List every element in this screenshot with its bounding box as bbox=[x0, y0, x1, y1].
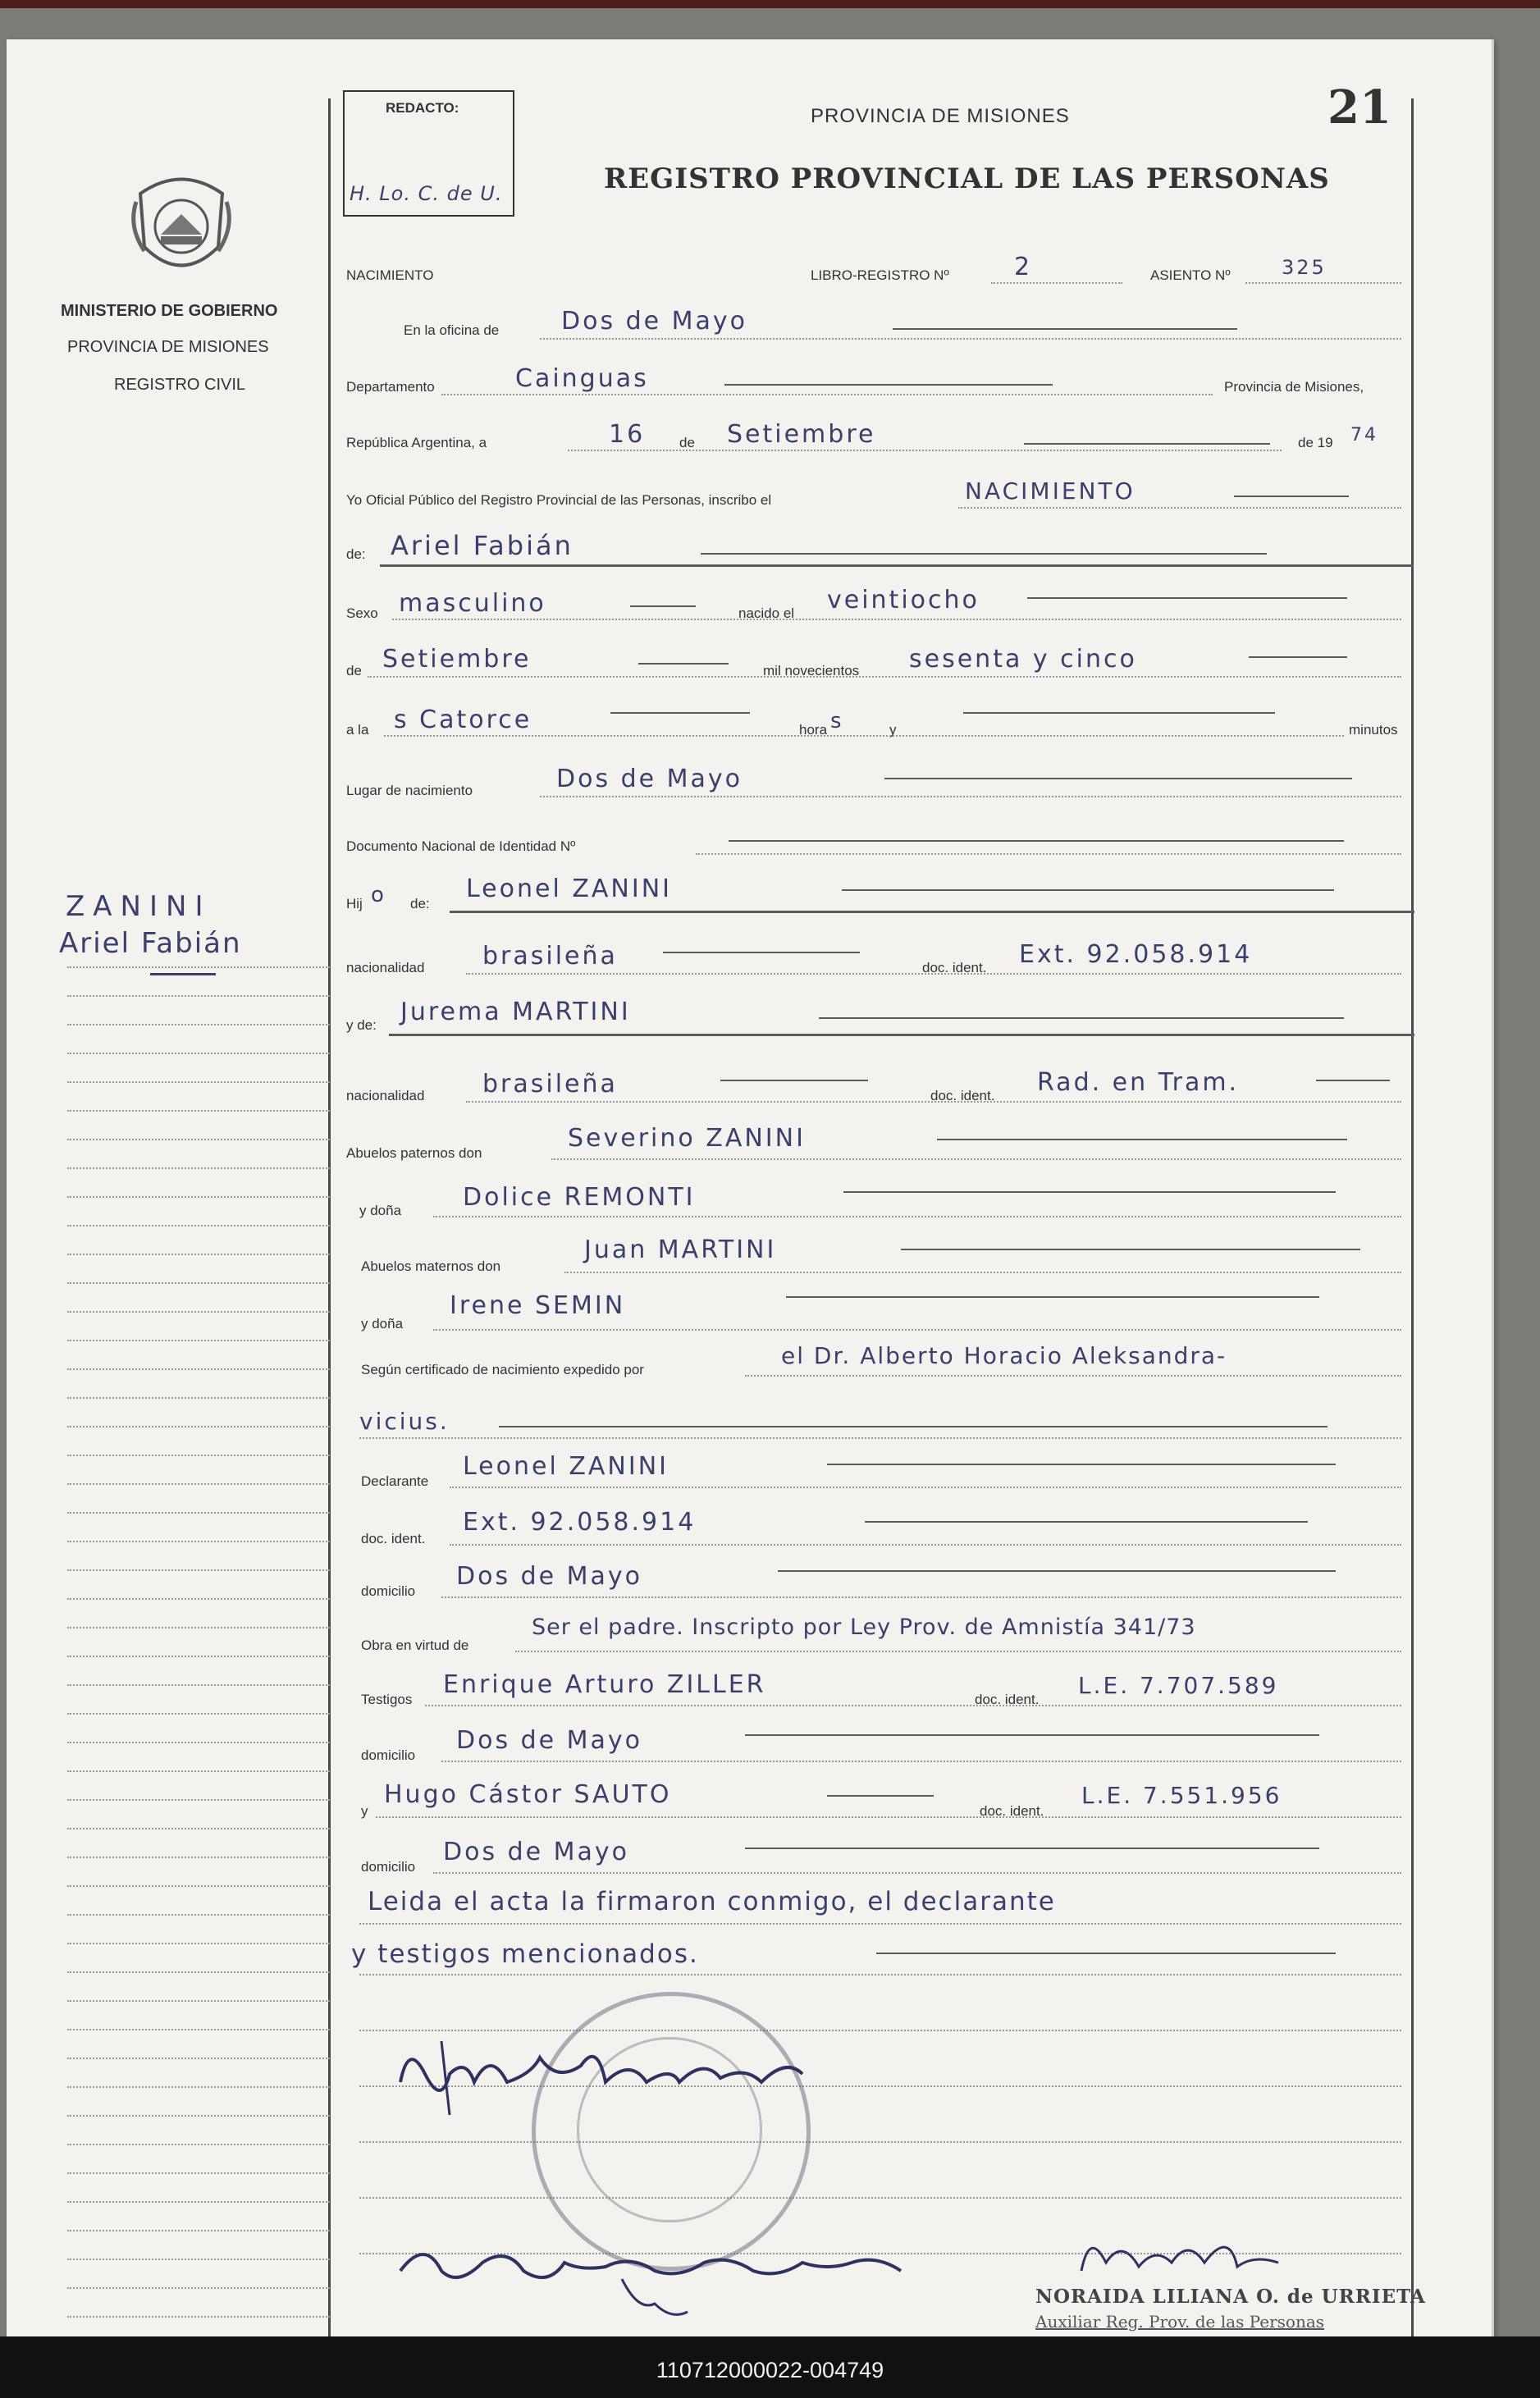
nac-padre-label: nacionalidad bbox=[346, 960, 425, 975]
margin-rule-line bbox=[67, 1167, 330, 1169]
depto-label: Departamento bbox=[346, 379, 435, 395]
official-name: NORAIDA LILIANA O. de URRIETA bbox=[1035, 2286, 1426, 2308]
margin-rule-line bbox=[67, 2029, 330, 2030]
domicilio-label: domicilio bbox=[361, 1583, 416, 1599]
margin-rule-line bbox=[67, 1914, 330, 1916]
dom-t2-label: domicilio bbox=[361, 1859, 416, 1875]
rule bbox=[499, 1426, 1328, 1427]
rule bbox=[901, 1249, 1360, 1250]
margin-rule-line bbox=[67, 1397, 330, 1399]
rule bbox=[610, 712, 750, 714]
margin-rule-line bbox=[67, 2000, 330, 2002]
rule bbox=[1234, 496, 1349, 497]
declarante-value: Leonel ZANINI bbox=[463, 1452, 669, 1481]
rule bbox=[745, 1848, 1319, 1849]
margin-rule-line bbox=[67, 1139, 330, 1140]
republica-label: República Argentina, a bbox=[346, 435, 487, 450]
margin-rule-line bbox=[67, 2172, 330, 2174]
leida-line1: Leida el acta la firmaron conmigo, el declarante bbox=[368, 1887, 1056, 1916]
witness-signatures bbox=[392, 2222, 983, 2332]
tipo-label: NACIMIENTO bbox=[346, 267, 434, 283]
redacto-box bbox=[343, 90, 514, 217]
dia-value: 16 bbox=[609, 420, 646, 449]
doc-madre-label: doc. ident. bbox=[930, 1088, 995, 1103]
margin-rule-line bbox=[67, 1426, 330, 1427]
margin-rule-line bbox=[67, 1024, 330, 1025]
doc-t1-label: doc. ident. bbox=[975, 1692, 1040, 1707]
province-emblem bbox=[128, 169, 235, 284]
dots bbox=[450, 1487, 1401, 1488]
yde-label: y de: bbox=[346, 1017, 377, 1033]
asiento-value: 325 bbox=[1282, 256, 1327, 279]
rule bbox=[630, 605, 696, 607]
margin-rule-line bbox=[67, 1368, 330, 1370]
rule bbox=[1024, 443, 1270, 445]
margin-rule-line bbox=[67, 1196, 330, 1198]
rule bbox=[893, 328, 1237, 330]
doc-t2-label: doc. ident. bbox=[980, 1803, 1044, 1819]
rule bbox=[827, 1464, 1336, 1465]
dots bbox=[991, 282, 1122, 284]
hijo-suffix: o bbox=[371, 883, 386, 907]
margin-rule-line bbox=[67, 1684, 330, 1686]
nac-madre-value: brasileña bbox=[482, 1070, 618, 1099]
ab-mat-dona-value: Irene SEMIN bbox=[450, 1291, 626, 1320]
rule bbox=[819, 1017, 1344, 1019]
asiento-label: ASIENTO Nº bbox=[1150, 267, 1231, 283]
y-t-label: y bbox=[361, 1803, 368, 1819]
dots bbox=[359, 1974, 1401, 1975]
margin-rule-line bbox=[67, 1799, 330, 1801]
dots bbox=[359, 2141, 1401, 2143]
rule bbox=[884, 778, 1352, 779]
minutos-label: minutos bbox=[1349, 722, 1398, 738]
document-page bbox=[7, 39, 1494, 2336]
hijo-label: Hij bbox=[346, 896, 363, 911]
obra-value: Ser el padre. Inscripto por Ley Prov. de Amnistía 341/73 bbox=[532, 1615, 1196, 1640]
hijo-de-label: de: bbox=[410, 896, 430, 911]
dots bbox=[441, 394, 1213, 395]
document-id: 110712000022-004749 bbox=[656, 2358, 884, 2382]
official-title: Auxiliar Reg. Prov. de las Personas bbox=[1035, 2312, 1325, 2332]
dots bbox=[515, 1651, 1401, 1652]
ab-mat-label: Abuelos maternos don bbox=[361, 1258, 501, 1274]
nac-madre-label: nacionalidad bbox=[346, 1088, 425, 1103]
dom-t1-label: domicilio bbox=[361, 1747, 416, 1763]
dots bbox=[696, 853, 1401, 855]
hora-suffix: s bbox=[830, 709, 844, 733]
anio-label: de 19 bbox=[1298, 435, 1333, 450]
margin-rule-line bbox=[67, 2316, 330, 2318]
margin-rule-line bbox=[67, 1225, 330, 1226]
province-label: PROVINCIA DE MISIONES bbox=[67, 338, 269, 356]
nacido-label: nacido el bbox=[738, 605, 795, 621]
testigo2-value: Hugo Cástor SAUTO bbox=[384, 1780, 672, 1809]
margin-rule-line bbox=[67, 1627, 330, 1628]
doc-padre-value: Ext. 92.058.914 bbox=[1019, 940, 1253, 969]
nacido-value: veintiocho bbox=[827, 586, 980, 614]
anio-nac-value: sesenta y cinco bbox=[909, 645, 1137, 674]
ab-mat-value: Juan MARTINI bbox=[584, 1236, 777, 1264]
rule bbox=[638, 663, 729, 665]
dots bbox=[359, 1923, 1401, 1925]
dots bbox=[568, 450, 1282, 451]
margin-rule-line bbox=[67, 2086, 330, 2088]
dots bbox=[368, 676, 1401, 678]
ministry-label: MINISTERIO DE GOBIERNO bbox=[61, 302, 278, 320]
testigo1-value: Enrique Arturo ZILLER bbox=[443, 1670, 766, 1699]
margin-given-name: Ariel Fabián bbox=[59, 927, 242, 960]
rule bbox=[827, 1795, 934, 1797]
ab-pat-value: Severino ZANINI bbox=[568, 1124, 806, 1153]
margin-line bbox=[328, 98, 331, 2363]
dots bbox=[433, 1872, 1401, 1874]
margin-rule-line bbox=[67, 2230, 330, 2231]
doc-decl-value: Ext. 92.058.914 bbox=[463, 1508, 697, 1537]
oficial-label: Yo Oficial Público del Registro Provincial de las Personas, inscribo el bbox=[346, 492, 772, 508]
margin-rule-line bbox=[67, 1828, 330, 1829]
page-number: 21 bbox=[1328, 80, 1391, 135]
mil-label: mil novecientos bbox=[763, 663, 860, 678]
margin-rule-line bbox=[67, 1971, 330, 1973]
dots bbox=[466, 1101, 1401, 1103]
sexo-value: masculino bbox=[399, 589, 546, 618]
dots bbox=[425, 1705, 1401, 1706]
dots bbox=[433, 1329, 1401, 1331]
rule bbox=[663, 952, 860, 953]
doc-decl-label: doc. ident. bbox=[361, 1531, 426, 1546]
dots bbox=[384, 735, 1344, 737]
mes-nac-value: Setiembre bbox=[382, 645, 532, 674]
margin-rule-line bbox=[67, 1483, 330, 1485]
sexo-label: Sexo bbox=[346, 605, 378, 621]
nombre-value: Ariel Fabián bbox=[391, 530, 574, 561]
margin-rule-line bbox=[67, 2287, 330, 2289]
margin-rule-line bbox=[67, 1943, 330, 1944]
rule bbox=[724, 384, 1053, 386]
margin-surname: ZANINI bbox=[66, 890, 212, 923]
doc-t2-value: L.E. 7.551.956 bbox=[1081, 1782, 1282, 1809]
dots bbox=[958, 507, 1401, 509]
rule bbox=[1316, 1080, 1390, 1081]
leida-line2: y testigos mencionados. bbox=[351, 1939, 699, 1969]
rule bbox=[450, 911, 1414, 913]
margin-underline bbox=[150, 973, 216, 975]
rule bbox=[389, 1034, 1414, 1036]
margin-rule-line bbox=[67, 2058, 330, 2059]
margin-rule-line bbox=[67, 1110, 330, 1112]
margin-rule-line bbox=[67, 966, 330, 968]
anio-value: 74 bbox=[1350, 425, 1378, 445]
lugar-label: Lugar de nacimiento bbox=[346, 783, 473, 798]
margin-rule-line bbox=[67, 1340, 330, 1341]
dots bbox=[441, 1761, 1401, 1762]
depto-value: Cainguas bbox=[515, 364, 649, 393]
oficial-value: NACIMIENTO bbox=[965, 477, 1136, 505]
dni-label: Documento Nacional de Identidad Nº bbox=[346, 838, 576, 854]
dots bbox=[540, 796, 1401, 797]
margin-rule-line bbox=[67, 2115, 330, 2117]
rule bbox=[745, 1734, 1319, 1736]
hora-value: s Catorce bbox=[394, 706, 532, 734]
dots bbox=[540, 338, 1401, 340]
de3-label: de bbox=[346, 663, 362, 678]
top-binding-strip bbox=[0, 0, 1540, 8]
redacto-label: REDACTO: bbox=[386, 100, 459, 116]
oficina-value: Dos de Mayo bbox=[561, 307, 748, 336]
dom-t1-value: Dos de Mayo bbox=[456, 1726, 643, 1755]
margin-rule-line bbox=[67, 1053, 330, 1054]
rule bbox=[937, 1139, 1347, 1140]
mes-value: Setiembre bbox=[727, 420, 876, 449]
margin-rule-line bbox=[67, 995, 330, 997]
margin-rule-line bbox=[67, 1512, 330, 1514]
dots bbox=[433, 1216, 1401, 1217]
margin-rule-line bbox=[67, 1656, 330, 1657]
rule bbox=[778, 1570, 1336, 1572]
margin-rule-line bbox=[67, 1857, 330, 1858]
margin-rule-line bbox=[67, 1569, 330, 1571]
margin-rule-line bbox=[67, 1254, 330, 1255]
dots bbox=[441, 1596, 1401, 1598]
rule bbox=[380, 564, 1414, 567]
dots bbox=[551, 1158, 1401, 1160]
margin-rule-line bbox=[67, 1282, 330, 1284]
margin-rule-line bbox=[67, 1081, 330, 1083]
rule bbox=[843, 1191, 1336, 1193]
provincia-label: Provincia de Misiones, bbox=[1224, 379, 1364, 395]
margin-rule-line bbox=[67, 1742, 330, 1743]
oficina-label: En la oficina de bbox=[404, 322, 500, 338]
domicilio-value: Dos de Mayo bbox=[456, 1562, 643, 1591]
doc-madre-value: Rad. en Tram. bbox=[1037, 1068, 1240, 1097]
dots bbox=[359, 2197, 1401, 2199]
dots bbox=[450, 1544, 1401, 1546]
margin-rule-line bbox=[67, 1598, 330, 1600]
declarante-label: Declarante bbox=[361, 1473, 429, 1489]
y-label: y bbox=[889, 722, 897, 738]
madre-value: Jurema MARTINI bbox=[400, 998, 631, 1026]
libro-value: 2 bbox=[1014, 253, 1033, 281]
margin-rule-line bbox=[67, 1713, 330, 1715]
lugar-value: Dos de Mayo bbox=[556, 765, 743, 793]
margin-rule-line bbox=[67, 2201, 330, 2203]
testigos-label: Testigos bbox=[361, 1692, 413, 1707]
dots bbox=[392, 619, 1401, 620]
margin-rule-line bbox=[67, 2259, 330, 2260]
ab-pat-dona-label: y doña bbox=[359, 1203, 402, 1218]
rule bbox=[1027, 597, 1347, 599]
margin-rule-line bbox=[67, 1770, 330, 1772]
de-label: de bbox=[679, 435, 695, 450]
de2-label: de: bbox=[346, 546, 366, 562]
right-line bbox=[1411, 98, 1414, 2363]
dots bbox=[745, 1375, 1401, 1377]
obra-label: Obra en virtud de bbox=[361, 1637, 469, 1653]
margin-rule-line bbox=[67, 1311, 330, 1313]
rule bbox=[865, 1521, 1308, 1523]
dom-t2-value: Dos de Mayo bbox=[443, 1838, 630, 1866]
dots bbox=[359, 1437, 1401, 1439]
doc-t1-value: L.E. 7.707.589 bbox=[1078, 1672, 1279, 1699]
hora-label: hora bbox=[799, 722, 828, 738]
registry-title: REGISTRO PROVINCIAL DE LAS PERSONAS bbox=[604, 162, 1330, 195]
libro-label: LIBRO-REGISTRO Nº bbox=[811, 267, 949, 283]
declarant-signature bbox=[392, 2025, 819, 2127]
dots bbox=[564, 1272, 1401, 1273]
province-header: PROVINCIA DE MISIONES bbox=[811, 105, 1070, 127]
margin-rule-line bbox=[67, 1885, 330, 1887]
cert-value2: vicius. bbox=[359, 1408, 450, 1435]
rule bbox=[701, 553, 1267, 555]
ab-pat-dona-value: Dolice REMONTI bbox=[463, 1183, 696, 1212]
redacto-value: H. Lo. C. de U. bbox=[350, 182, 503, 205]
dots bbox=[1245, 282, 1401, 284]
alas-label: a la bbox=[346, 722, 369, 738]
dots bbox=[376, 1816, 1401, 1818]
margin-rule-line bbox=[67, 1455, 330, 1456]
margin-rule-line bbox=[67, 2144, 330, 2145]
rule bbox=[786, 1296, 1319, 1298]
rule bbox=[963, 712, 1275, 714]
official-signature bbox=[1065, 2222, 1295, 2291]
rule bbox=[720, 1080, 868, 1081]
cert-value: el Dr. Alberto Horacio Aleksandra- bbox=[781, 1342, 1227, 1369]
dots bbox=[466, 973, 1401, 975]
doc-padre-label: doc. ident. bbox=[922, 960, 987, 975]
margin-rule-line bbox=[67, 1541, 330, 1542]
ab-pat-label: Abuelos paternos don bbox=[346, 1145, 482, 1161]
ab-mat-dona-label: y doña bbox=[361, 1316, 404, 1331]
rule bbox=[842, 889, 1334, 891]
cert-label: Según certificado de nacimiento expedido por bbox=[361, 1362, 644, 1377]
rule bbox=[1249, 656, 1347, 658]
rule bbox=[729, 840, 1344, 842]
padre-value: Leonel ZANINI bbox=[466, 875, 672, 903]
civil-registry-label: REGISTRO CIVIL bbox=[114, 376, 246, 394]
rule bbox=[876, 1953, 1336, 1954]
nac-padre-value: brasileña bbox=[482, 942, 618, 971]
